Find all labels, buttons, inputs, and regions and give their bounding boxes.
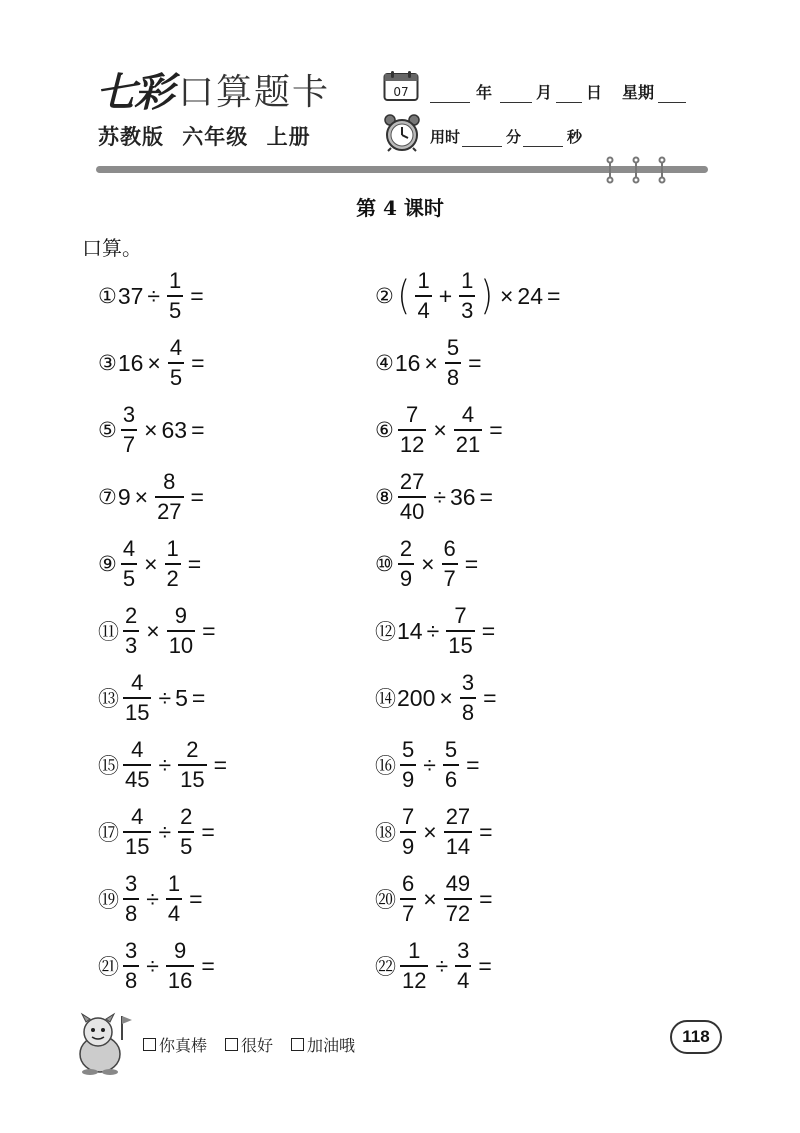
divide-sign: ÷ xyxy=(146,952,159,979)
problem-12 xyxy=(375,603,499,659)
problem-4 xyxy=(375,335,486,391)
fraction xyxy=(398,538,414,590)
brand-title: 口算题卡 xyxy=(178,72,331,113)
numerator: 1 xyxy=(417,268,430,293)
calendar-icon xyxy=(383,70,419,102)
denominator: 72 xyxy=(444,898,472,925)
problem-number: ⑦ xyxy=(98,485,117,509)
operand: 37 xyxy=(117,282,144,309)
problem-9 xyxy=(98,536,205,592)
denominator: 8 xyxy=(460,697,476,724)
fraction xyxy=(123,605,139,657)
numerator: 3 xyxy=(461,670,475,695)
denominator: 15 xyxy=(123,831,151,858)
equals-sign: = xyxy=(191,684,206,711)
fraction xyxy=(455,940,471,992)
times-sign: × xyxy=(423,885,437,912)
problem-3 xyxy=(98,335,209,391)
denominator: 16 xyxy=(166,965,194,992)
fraction xyxy=(178,806,194,858)
rating-label: 加油哦 xyxy=(307,1036,356,1055)
equals-sign: = xyxy=(468,349,482,376)
minutes-label: 分 xyxy=(506,128,522,146)
right-paren: ) xyxy=(480,273,494,319)
problem-number: ⑰ xyxy=(98,821,119,845)
divide-sign: ÷ xyxy=(433,483,446,510)
times-sign: × xyxy=(146,617,160,644)
binder-rings-icon xyxy=(600,156,672,184)
numerator: 4 xyxy=(131,670,144,695)
divide-sign: ÷ xyxy=(146,885,159,912)
time-fill-line xyxy=(430,126,582,147)
denominator: 15 xyxy=(123,697,151,724)
denominator: 4 xyxy=(455,965,471,992)
fraction xyxy=(123,873,139,925)
problem-number: ⑱ xyxy=(375,821,396,845)
fraction xyxy=(400,873,416,925)
problem-1 xyxy=(98,268,208,324)
problem-number: ⑪ xyxy=(98,620,119,644)
denominator: 10 xyxy=(167,630,195,657)
fraction xyxy=(444,873,472,925)
problem-number: ⑩ xyxy=(375,552,394,576)
rating-label: 很好 xyxy=(241,1036,274,1055)
equals-sign: = xyxy=(191,416,205,443)
numerator: 6 xyxy=(443,536,456,561)
numerator: 4 xyxy=(122,536,136,561)
numerator: 6 xyxy=(402,871,415,896)
times-sign: × xyxy=(144,416,158,443)
calendar-day: 07 xyxy=(393,85,409,99)
denominator: 4 xyxy=(415,295,431,322)
lesson-title: 第 4 课时 xyxy=(356,196,444,220)
problem-number: ⑳ xyxy=(375,888,396,912)
problem-number: ⑲ xyxy=(98,888,119,912)
fraction xyxy=(121,404,137,456)
denominator: 7 xyxy=(121,429,137,456)
problem-21 xyxy=(98,938,219,994)
fraction xyxy=(178,739,206,791)
problem-number: ⑯ xyxy=(375,754,396,778)
times-sign: × xyxy=(147,349,161,376)
weekday-label: 星期 xyxy=(622,83,655,102)
equals-sign: = xyxy=(466,751,480,778)
numerator: 1 xyxy=(167,871,181,896)
times-sign: × xyxy=(439,684,453,711)
operand: 14 xyxy=(397,617,423,644)
problem-number: ① xyxy=(98,284,117,308)
equals-sign: = xyxy=(479,885,493,912)
equals-sign: = xyxy=(479,818,493,845)
denominator: 40 xyxy=(398,496,426,523)
brand-logo: 七彩 xyxy=(96,69,172,116)
denominator: 3 xyxy=(459,295,475,322)
divide-sign: ÷ xyxy=(158,684,172,711)
denominator: 5 xyxy=(121,563,137,590)
numerator: 7 xyxy=(402,804,415,829)
fraction xyxy=(167,605,195,657)
denominator: 15 xyxy=(446,630,474,657)
numerator: 2 xyxy=(125,603,138,628)
numerator: 1 xyxy=(461,268,474,293)
self-rating xyxy=(143,1033,373,1056)
fraction xyxy=(123,739,151,791)
numerator: 3 xyxy=(457,938,470,963)
numerator: 27 xyxy=(399,469,425,494)
year-label: 年 xyxy=(476,83,493,102)
numerator: 5 xyxy=(444,737,458,762)
equals-sign: = xyxy=(190,282,204,309)
equals-sign: = xyxy=(191,349,205,376)
problem-15 xyxy=(98,737,231,793)
denominator: 8 xyxy=(123,965,139,992)
times-sign: × xyxy=(134,483,149,510)
problem-8 xyxy=(375,469,497,525)
checkbox[interactable] xyxy=(225,1038,238,1051)
day-label: 日 xyxy=(586,83,603,102)
fraction xyxy=(454,404,482,456)
problem-2 xyxy=(375,268,564,324)
problem-7 xyxy=(98,469,208,525)
fraction xyxy=(415,270,431,322)
brand xyxy=(96,70,330,116)
equals-sign: = xyxy=(189,885,203,912)
problem-number: ⑮ xyxy=(98,754,119,778)
fraction xyxy=(123,672,151,724)
problem-number: ④ xyxy=(375,351,394,375)
alarm-clock-icon xyxy=(382,114,422,152)
numerator: 2 xyxy=(180,804,193,829)
equals-sign: = xyxy=(489,416,503,443)
denominator: 14 xyxy=(444,831,472,858)
problem-14 xyxy=(375,670,501,726)
times-sign: × xyxy=(499,282,514,309)
month-blank[interactable] xyxy=(500,85,532,103)
denominator: 12 xyxy=(400,965,428,992)
numerator: 9 xyxy=(173,938,187,963)
problem-22 xyxy=(375,938,496,994)
operand: 16 xyxy=(394,349,421,376)
divide-sign: ÷ xyxy=(158,818,172,845)
numerator: 9 xyxy=(174,603,188,628)
numerator: 3 xyxy=(125,938,138,963)
numerator: 4 xyxy=(461,402,475,427)
numerator: 5 xyxy=(446,335,460,360)
denominator: 8 xyxy=(445,362,461,389)
divide-sign: ÷ xyxy=(426,617,440,644)
fraction xyxy=(400,739,416,791)
numerator: 1 xyxy=(169,268,182,293)
operand: 36 xyxy=(449,483,476,510)
denominator: 12 xyxy=(398,429,426,456)
equals-sign: = xyxy=(213,751,228,778)
equals-sign: = xyxy=(483,684,497,711)
numerator: 2 xyxy=(399,536,413,561)
numerator: 49 xyxy=(445,871,471,896)
denominator: 5 xyxy=(168,362,184,389)
denominator: 6 xyxy=(443,764,459,791)
numerator: 2 xyxy=(186,737,199,762)
problem-number: ③ xyxy=(98,351,117,375)
equals-sign: = xyxy=(187,550,202,577)
times-sign: × xyxy=(144,550,158,577)
equals-sign: = xyxy=(478,952,492,979)
problem-6 xyxy=(375,402,507,458)
problem-16 xyxy=(375,737,484,793)
seconds-blank[interactable] xyxy=(523,129,563,147)
weekday-blank[interactable] xyxy=(658,85,686,103)
day-blank[interactable] xyxy=(556,85,582,103)
operand: 200 xyxy=(397,684,436,711)
problem-number: ⑨ xyxy=(98,552,117,576)
edition-label: 苏教版 六年级 上册 xyxy=(98,125,311,149)
numerator: 8 xyxy=(163,469,176,494)
page-number: 118 xyxy=(670,1020,722,1054)
operand: 63 xyxy=(161,416,188,443)
checkbox[interactable] xyxy=(291,1038,304,1051)
problem-5 xyxy=(98,402,209,458)
problem-19 xyxy=(98,871,207,927)
numerator: 7 xyxy=(454,603,467,628)
fraction xyxy=(166,940,194,992)
times-sign: × xyxy=(421,550,435,577)
fraction xyxy=(460,672,476,724)
mascot-icon xyxy=(70,1010,136,1076)
divide-sign: ÷ xyxy=(147,282,161,309)
date-fill-line xyxy=(430,80,686,103)
problem-20 xyxy=(375,871,497,927)
fraction xyxy=(459,270,475,322)
numerator: 1 xyxy=(166,536,179,561)
divide-sign: ÷ xyxy=(423,751,436,778)
denominator: 5 xyxy=(178,831,194,858)
fraction xyxy=(400,806,416,858)
rating-label: 你真棒 xyxy=(159,1036,208,1055)
denominator: 2 xyxy=(165,563,181,590)
left-paren: ( xyxy=(397,273,410,319)
fraction xyxy=(123,806,151,858)
numerator: 3 xyxy=(122,402,136,427)
denominator: 45 xyxy=(123,764,151,791)
numerator: 4 xyxy=(169,335,183,360)
denominator: 27 xyxy=(155,496,183,523)
seconds-label: 秒 xyxy=(567,128,583,146)
fraction xyxy=(445,337,461,389)
numerator: 4 xyxy=(131,804,144,829)
problem-11 xyxy=(98,603,220,659)
equals-sign: = xyxy=(464,550,479,577)
problem-17 xyxy=(98,804,219,860)
problem-number: ㉒ xyxy=(375,955,396,979)
numerator: 4 xyxy=(131,737,144,762)
problem-number: ⑫ xyxy=(375,620,396,644)
fraction xyxy=(446,605,474,657)
denominator: 9 xyxy=(400,831,416,858)
operand: 24 xyxy=(517,282,544,309)
checkbox[interactable] xyxy=(143,1038,156,1051)
equals-sign: = xyxy=(481,617,496,644)
operand: 9 xyxy=(117,483,131,510)
denominator: 9 xyxy=(400,764,416,791)
problem-number: ⑭ xyxy=(375,687,396,711)
denominator: 3 xyxy=(123,630,139,657)
rating-option-keep-going[interactable] xyxy=(291,1033,355,1056)
fraction xyxy=(121,538,137,590)
fraction xyxy=(444,806,472,858)
denominator: 21 xyxy=(454,429,482,456)
problem-number: ㉑ xyxy=(98,955,119,979)
equals-sign: = xyxy=(202,617,216,644)
problem-number: ⑥ xyxy=(375,418,394,442)
rating-option-great[interactable] xyxy=(143,1033,207,1056)
equals-sign: = xyxy=(547,282,561,309)
fraction xyxy=(443,739,459,791)
equals-sign: = xyxy=(190,483,204,510)
times-sign: × xyxy=(424,349,438,376)
denominator: 7 xyxy=(400,898,416,925)
denominator: 15 xyxy=(178,764,206,791)
fraction xyxy=(155,471,183,523)
fraction xyxy=(442,538,458,590)
plus-sign: + xyxy=(438,282,453,309)
year-blank[interactable] xyxy=(430,85,470,103)
time-used-label: 用时 xyxy=(430,128,461,146)
denominator: 5 xyxy=(167,295,183,322)
numerator: 1 xyxy=(408,938,421,963)
problem-10 xyxy=(375,536,482,592)
numerator: 7 xyxy=(405,402,419,427)
fraction xyxy=(166,873,182,925)
problem-13 xyxy=(98,670,209,726)
denominator: 9 xyxy=(398,563,414,590)
fraction xyxy=(400,940,428,992)
problem-number: ⑧ xyxy=(375,485,394,509)
fraction xyxy=(167,270,183,322)
divide-sign: ÷ xyxy=(158,751,172,778)
fraction xyxy=(123,940,139,992)
operand: 16 xyxy=(117,349,144,376)
numerator: 5 xyxy=(402,737,415,762)
operand: 5 xyxy=(175,684,188,711)
denominator: 8 xyxy=(123,898,139,925)
month-label: 月 xyxy=(536,83,553,102)
problem-18 xyxy=(375,804,497,860)
times-sign: × xyxy=(423,818,437,845)
instruction: 口算。 xyxy=(82,236,142,260)
equals-sign: = xyxy=(201,952,215,979)
problem-number: ② xyxy=(375,284,394,308)
rating-option-good[interactable] xyxy=(225,1033,273,1056)
fraction xyxy=(398,404,426,456)
equals-sign: = xyxy=(479,483,493,510)
denominator: 4 xyxy=(166,898,182,925)
problem-number: ⑬ xyxy=(98,687,119,711)
fraction xyxy=(398,471,426,523)
problem-number: ⑤ xyxy=(98,418,117,442)
minutes-blank[interactable] xyxy=(462,129,502,147)
denominator: 7 xyxy=(442,563,458,590)
equals-sign: = xyxy=(201,818,215,845)
divide-sign: ÷ xyxy=(435,952,449,979)
numerator: 27 xyxy=(445,804,471,829)
fraction xyxy=(168,337,184,389)
fraction xyxy=(165,538,181,590)
times-sign: × xyxy=(433,416,447,443)
numerator: 3 xyxy=(125,871,138,896)
